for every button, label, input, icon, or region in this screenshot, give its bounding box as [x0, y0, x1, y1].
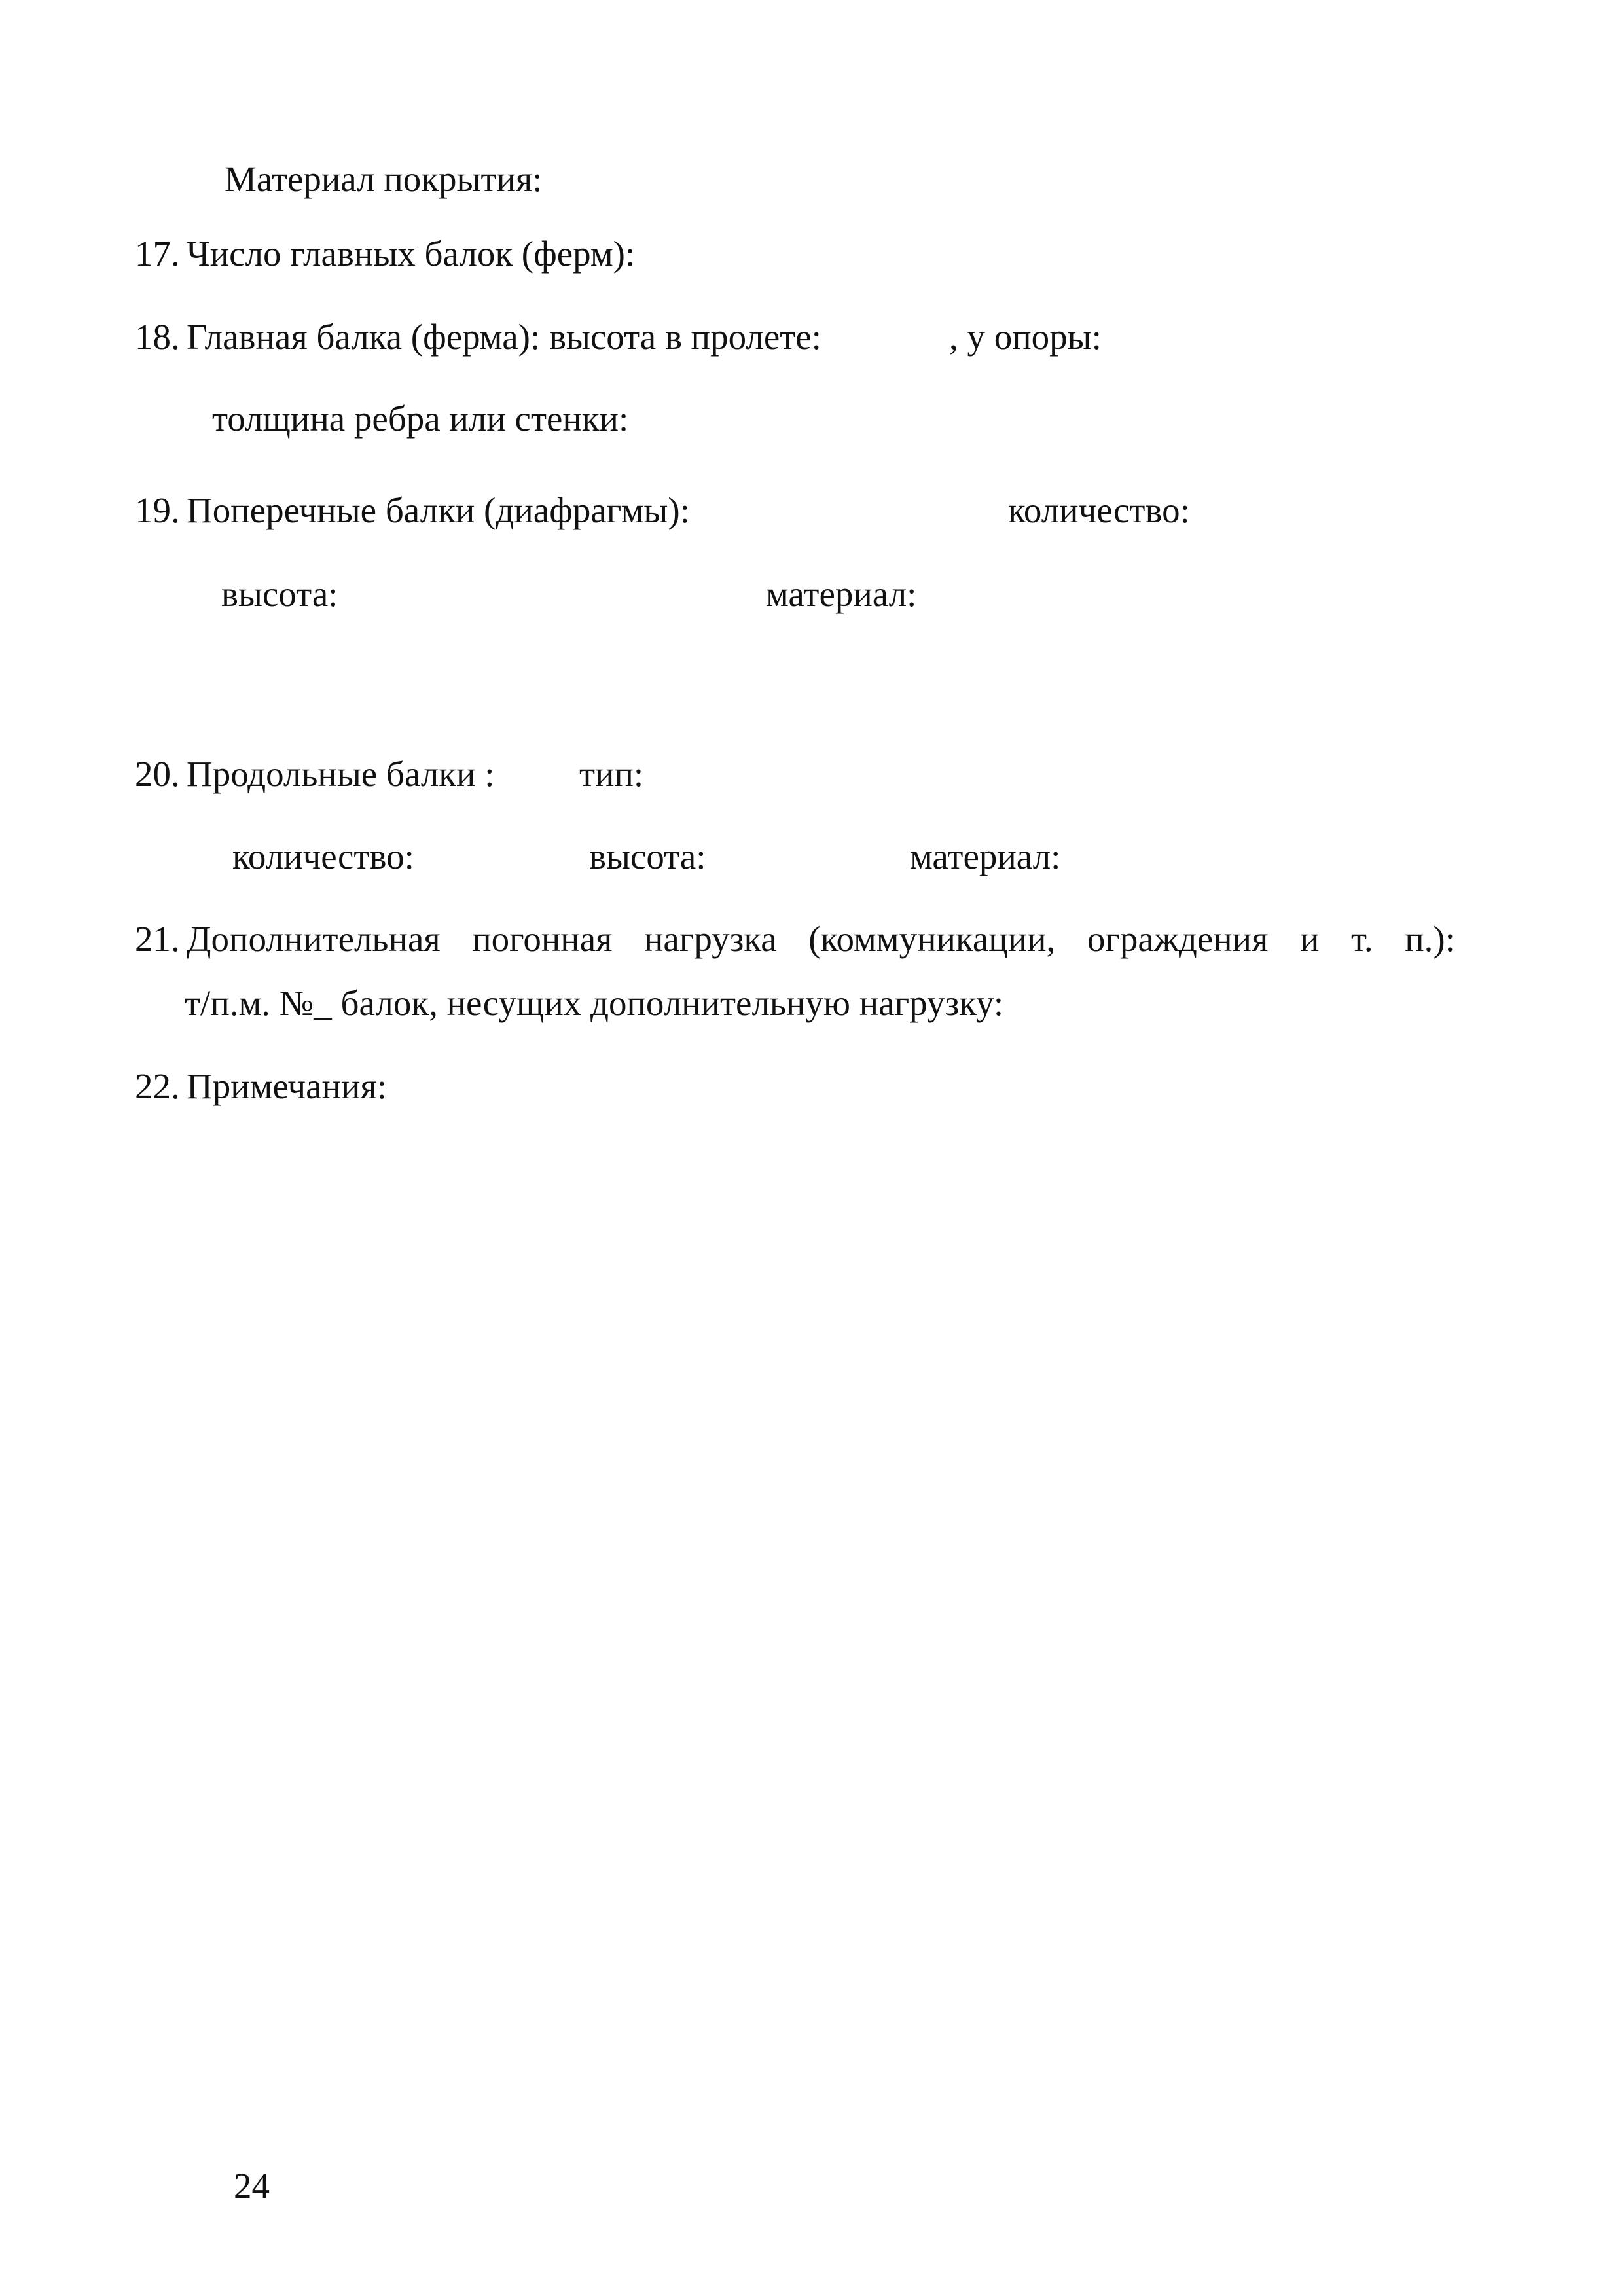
item-21-number: 21. — [135, 919, 180, 959]
item-19-quantity: количество: — [1008, 490, 1190, 530]
item-18-number: 18. — [135, 317, 180, 357]
item-21-additional-load-line — [187, 921, 1455, 957]
item-22-number: 22. — [135, 1066, 180, 1106]
page-number: 24 — [234, 2166, 270, 2206]
item-19-cross-beams: Поперечные балки (диафрагмы): — [187, 490, 690, 530]
item-21-word: Дополнительная — [187, 919, 441, 959]
coating-material-label: Материал покрытия: — [225, 159, 543, 199]
item-20-quantity: количество: — [232, 836, 414, 876]
item-22-notes: Примечания: — [187, 1066, 388, 1106]
item-20-height: высота: — [589, 836, 706, 876]
item-20-material: материал: — [910, 836, 1061, 876]
item-19-height: высота: — [221, 574, 338, 614]
item-21-word: и — [1299, 919, 1320, 959]
item-17-text: Число главных балок (ферм): — [187, 234, 636, 274]
item-21-word: (коммуникации, — [808, 919, 1056, 959]
item-19-number: 19. — [135, 490, 180, 530]
item-21-word: ограждения — [1087, 919, 1269, 959]
item-19-material: материал: — [766, 574, 917, 614]
item-20-longitudinal-beams: Продольные балки : — [187, 754, 495, 794]
item-20-type: тип: — [579, 754, 644, 794]
item-21-beams-carrying-load: т/п.м. №_ балок, несущих дополнительную нагрузку: — [185, 983, 1004, 1023]
item-21-word: погонная — [472, 919, 613, 959]
item-20-number: 20. — [135, 754, 180, 794]
item-18-rib-thickness: толщина ребра или стенки: — [212, 399, 629, 439]
item-21-word: т. — [1350, 919, 1373, 959]
item-21-word: нагрузка — [644, 919, 777, 959]
item-18-at-support: , у опоры: — [949, 317, 1102, 357]
item-21-word: п.): — [1405, 919, 1455, 959]
item-18-main-beam-height-span: Главная балка (ферма): высота в пролете: — [187, 317, 821, 357]
item-17-number: 17. — [135, 234, 180, 274]
